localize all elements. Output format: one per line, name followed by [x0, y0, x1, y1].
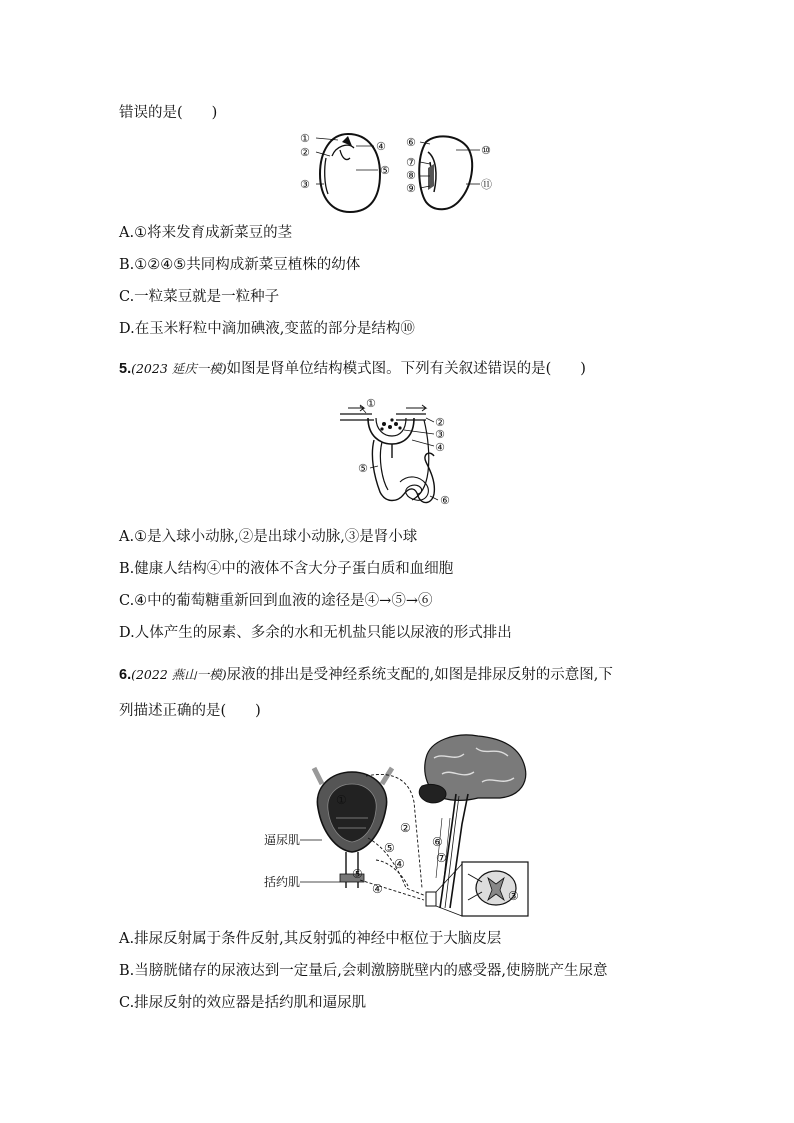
- q5-stem: [119, 359, 586, 379]
- q5-option-c: C.④中的葡萄糖重新回到血液的途径是④→⑤→⑥: [119, 593, 433, 609]
- cerebellum: [419, 784, 446, 802]
- reflex-label-2: ②: [400, 821, 411, 835]
- q4-option-d: D.在玉米籽粒中滴加碘液,变蓝的部分是结构⑩: [119, 321, 415, 337]
- nephron-label-1: ①: [366, 397, 376, 410]
- nephron-label-6: ⑥: [440, 494, 450, 507]
- q4-option-c: C.一粒菜豆就是一粒种子: [119, 289, 280, 305]
- micturition-reflex-figure: [256, 728, 532, 922]
- seed-label-11: ⑪: [481, 178, 492, 191]
- q6-source: (2022 燕山一模): [131, 667, 227, 682]
- bowman-capsule: [368, 418, 414, 444]
- q4-stem-tail: 错误的是( ): [119, 105, 218, 121]
- q5-number: 5.: [119, 361, 132, 377]
- q6-option-a: A.排尿反射属于条件反射,其反射弧的神经中枢位于大脑皮层: [119, 931, 502, 947]
- seed-label-10: ⑩: [481, 144, 491, 157]
- nephron-label-4: ④: [435, 441, 445, 454]
- nephron-label-5: ⑤: [358, 462, 368, 475]
- seed-label-7: ⑦: [406, 156, 416, 169]
- reflex-label-4a: ④: [394, 857, 405, 871]
- q4-option-b: B.①②④⑤共同构成新菜豆植株的幼体: [119, 257, 361, 273]
- reflex-label-5b: ⑤: [352, 867, 363, 881]
- q5-source: (2023 延庆一模): [131, 361, 227, 376]
- seed-label-3: ③: [300, 178, 310, 191]
- q6-number: 6.: [119, 667, 132, 683]
- seed-label-8: ⑧: [406, 169, 416, 182]
- nephron-label-3: ③: [435, 428, 445, 441]
- q5-option-d: D.人体产生的尿素、多余的水和无机盐只能以尿液的形式排出: [119, 625, 512, 641]
- nephron-label-2: ②: [435, 416, 445, 429]
- reflex-label-6: ⑥: [432, 835, 443, 849]
- q5-option-a: A.①是入球小动脉,②是出球小动脉,③是肾小球: [119, 529, 418, 545]
- seed-label-9: ⑨: [406, 182, 416, 195]
- seed-structure-figure: [296, 128, 500, 218]
- detrusor-label: 逼尿肌: [264, 833, 301, 847]
- seed-label-2: ②: [300, 146, 310, 159]
- seed-label-1: ①: [300, 132, 310, 145]
- q6-option-b: B.当膀胱储存的尿液达到一定量后,会刺激膀胱壁内的感受器,使膀胱产生尿意: [119, 963, 608, 979]
- seed-label-6: ⑥: [406, 136, 416, 149]
- q6-stem-text: 尿液的排出是受神经系统支配的,如图是排尿反射的示意图,下: [226, 667, 613, 683]
- sphincter-label: 括约肌: [264, 875, 301, 889]
- q4-option-a: A.①将来发育成新菜豆的茎: [119, 225, 293, 241]
- q5-stem-text: 如图是肾单位结构模式图。下列有关叙述错误的是( ): [226, 361, 586, 377]
- q5-option-b: B.健康人结构④中的液体不含大分子蛋白质和血细胞: [119, 561, 454, 577]
- seed-label-4: ④: [376, 140, 386, 153]
- q6-stem-line1: [119, 665, 613, 685]
- reflex-label-1: ①: [336, 793, 347, 807]
- reflex-label-3: ③: [508, 889, 519, 903]
- q6-stem-line2: 列描述正确的是( ): [119, 703, 261, 719]
- reflex-label-4b: ④: [372, 882, 383, 896]
- seed-label-5: ⑤: [380, 164, 390, 177]
- corn-kernel-outline: [419, 136, 472, 209]
- q6-option-c: C.排尿反射的效应器是括约肌和逼尿肌: [119, 995, 367, 1011]
- nephron-figure: [334, 396, 462, 514]
- reflex-label-5a: ⑤: [384, 841, 395, 855]
- reflex-label-7: ⑦: [436, 851, 447, 865]
- bean-embryo: [325, 145, 354, 194]
